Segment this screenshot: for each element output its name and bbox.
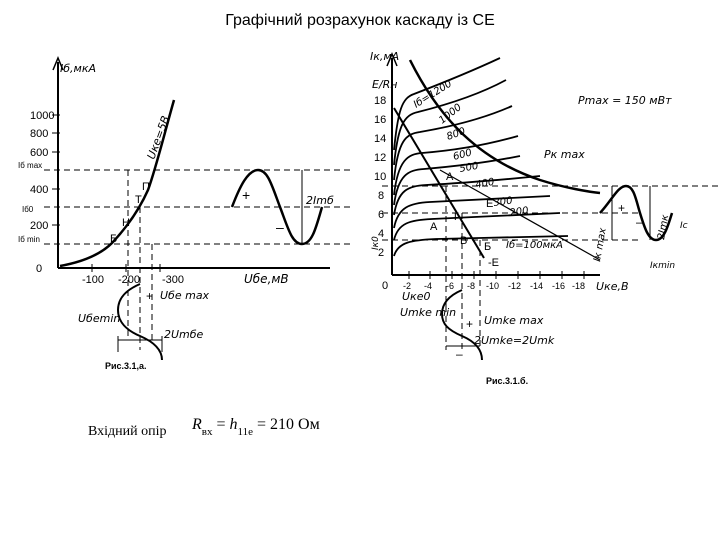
plus-sign-2: + [146, 289, 154, 303]
formula-rhs-sub: 11e [237, 426, 253, 438]
right-y-tick: 18 [374, 95, 387, 107]
left-y-tick: 400 [30, 184, 49, 196]
left-x-axis-label: Uбе,мВ [244, 272, 289, 286]
uke0-label: Uке0 [402, 290, 431, 303]
curve-label-1000: 1000 [437, 102, 464, 127]
formula-lhs: R [192, 416, 202, 433]
right-origin: 0 [382, 280, 389, 292]
input-resistance-formula [192, 416, 320, 438]
left-x-tick: -100 [82, 274, 105, 286]
formula-rhs: h [229, 416, 238, 433]
curve-label-800: 800 [445, 125, 467, 143]
left-origin: 0 [36, 263, 43, 275]
left-y-tick: 600 [30, 147, 49, 159]
curve-label-500: 500 [458, 160, 480, 175]
right-x-tick: -16 [552, 281, 566, 291]
minus-sign-r: – [636, 215, 643, 229]
umke-min-label: Umke min [400, 306, 457, 319]
right-y-tick: 2 [378, 247, 385, 259]
right-y-tick: 8 [378, 190, 385, 202]
right-x-tick: -2 [403, 281, 412, 291]
minus-sign: – [276, 219, 284, 235]
left-y-tick: 800 [30, 128, 49, 140]
point-b: Б [484, 241, 492, 253]
point-e-plus: Е [486, 198, 494, 210]
right-x-tick: -4 [424, 281, 433, 291]
point-a: А [446, 171, 454, 183]
right-x-tick: -8 [467, 281, 476, 291]
umke-max-label: Umke max [484, 314, 544, 327]
umke-amp-label: 2Umke=2Umk [474, 334, 555, 347]
ube-max-label: Uбе max [160, 289, 210, 302]
curve-label-300: 300 [492, 195, 514, 209]
pk-max-label: Рк max [544, 148, 585, 161]
right-y-tick: 10 [374, 171, 387, 183]
left-caption: Рис.3.1,а. [105, 361, 147, 371]
right-y-tick: 4 [378, 228, 385, 240]
right-y-tick: 6 [378, 209, 385, 221]
curve-label-200: 200 [508, 205, 530, 219]
right-caption: Рис.3.1.б. [486, 376, 529, 386]
curve-label-400: 400 [474, 176, 496, 191]
ik-label: Іc [680, 221, 688, 231]
right-x-tick: -10 [486, 281, 500, 291]
ik-max-label: Ік max [592, 227, 609, 263]
curve-label-100: Іб=100мкА [506, 240, 564, 251]
point-t: Т [135, 194, 142, 206]
plus-sign-r2: + [466, 317, 474, 331]
left-y-tick: 200 [30, 220, 49, 232]
point-n: Н [122, 217, 130, 229]
left-x-tick: -300 [162, 274, 185, 286]
ik0-label: Ік0 [371, 236, 381, 250]
ib0-label: Іб0 [22, 205, 34, 214]
formula-lhs-sub: вх [201, 426, 213, 438]
ib-max-label: Іб max [18, 161, 43, 170]
right-y-tick: 12 [374, 152, 387, 164]
point-b: Б [110, 233, 118, 245]
curve-label-1200: Іб=1200 [411, 78, 455, 111]
curve-label-uke: Uке=5В [144, 114, 173, 162]
left-y-axis-label: Іб,мкА [60, 62, 96, 75]
formula-eq: = [216, 416, 226, 433]
ik-amp-label: 2Іmк [656, 213, 672, 241]
ube-min-label: Uбеmin [78, 312, 121, 325]
right-x-tick: -14 [530, 281, 544, 291]
ik-min-label: Ікmin [650, 261, 676, 271]
rmax-label: Рmax = 150 мВт [578, 94, 672, 107]
point-a-2: А [430, 221, 438, 233]
curve-label-600: 600 [451, 147, 474, 163]
plus-sign-r: + [618, 201, 626, 215]
right-y-tick: 16 [374, 114, 387, 126]
ib-min-label: Іб min [18, 235, 40, 244]
amp-label: 2Іmб [306, 194, 334, 207]
right-y-axis-label: Ік,мА [370, 50, 400, 63]
right-x-tick: -18 [572, 281, 586, 291]
right-y-sub-label: Е/Rн [372, 78, 398, 91]
point-p: П [142, 181, 150, 193]
right-x-tick: -6 [446, 281, 455, 291]
point-t: Т [452, 211, 459, 223]
point-e-minus: -E [488, 257, 499, 269]
ube-amp-label: 2Umбе [164, 328, 204, 341]
right-y-tick: 14 [374, 133, 387, 145]
plus-sign: + [242, 187, 251, 203]
right-x-tick: -12 [508, 281, 522, 291]
formula-value: = 210 Ом [257, 416, 320, 433]
point-v: В [460, 235, 468, 247]
page-title: Графічний розрахунок каскаду із СЕ [225, 12, 495, 29]
right-x-axis-label: Uке,В [596, 280, 629, 293]
minus-sign-r2: – [456, 347, 463, 361]
left-y-tick: 1000 [30, 110, 55, 122]
formula-label: Вхідний опір [88, 424, 167, 439]
left-x-tick: -200 [118, 274, 141, 286]
